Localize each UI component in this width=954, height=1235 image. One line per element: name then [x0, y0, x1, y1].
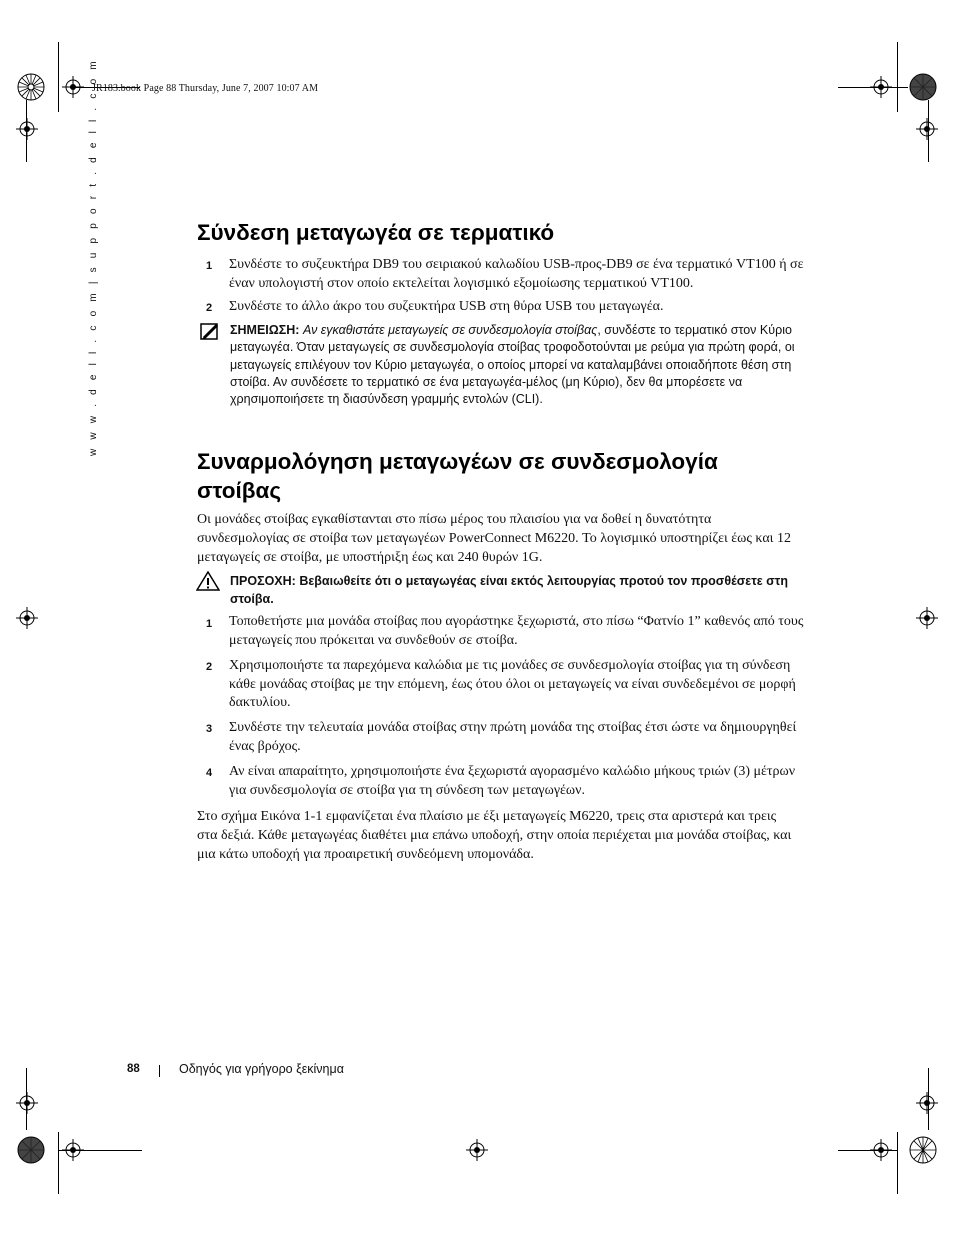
registration-mark-icon — [16, 1135, 46, 1165]
registration-mark-icon — [908, 1135, 938, 1165]
step-text: Συνδέστε την τελευταία μονάδα στοίβας στην πρώτη μονάδα της στοίβας έτσι ώστε να δημιουργηθεί ένας βρόχος. — [229, 720, 797, 754]
caution-triangle-icon — [196, 571, 220, 591]
step-number: 2 — [206, 661, 213, 673]
crosshair-target-icon — [870, 76, 892, 98]
note-italic: Αν εγκαθιστάτε μεταγωγείς σε συνδεσμολογία στοίβας — [302, 323, 598, 337]
crosshair-target-icon — [16, 118, 38, 140]
crop-mark — [58, 42, 59, 112]
crosshair-target-icon — [466, 1139, 488, 1161]
caution-block — [230, 573, 790, 608]
registration-mark-icon — [908, 72, 938, 102]
crosshair-target-icon — [62, 76, 84, 98]
crosshair-target-icon — [916, 607, 938, 629]
crop-mark — [897, 1132, 898, 1194]
step-text: Χρησιμοποιήστε τα παρεχόμενα καλώδια με τις μονάδες σε συνδεσμολογία στοίβας για τη σύνδεση κάθε μονάδας στοίβας με την επόμενη, έως ότου όλοι οι μεταγωγείς να είναι συνδεδεμένοι σε μορφή δακτυλίου. — [229, 658, 796, 710]
note-label: ΣΗΜΕΙΩΣΗ: — [230, 323, 300, 337]
side-url: w w w . d e l l . c o m | s u p p o r t . d e l l . c o m — [88, 58, 99, 456]
step-number: 1 — [206, 260, 213, 272]
step-text: Συνδέστε το συζευκτήρα DB9 του σειριακού καλωδίου USB-προς-DB9 σε ένα τερματικό VT100 ή σε έναν υπολογιστή στον οποίο εκτελείται λογισμικό εξομοίωσης τερματικού VT100. — [229, 257, 804, 291]
section-heading: Σύνδεση μεταγωγέα σε τερματικό — [197, 220, 555, 245]
crosshair-target-icon — [16, 1092, 38, 1114]
caution-label: ΠΡΟΣΟΧΗ: — [230, 574, 296, 588]
crop-mark — [58, 1132, 59, 1194]
crosshair-target-icon — [870, 1139, 892, 1161]
footer-title: Οδηγός για γρήγορο ξεκίνημα — [179, 1062, 344, 1076]
crosshair-target-icon — [916, 118, 938, 140]
file-header-info: JR183.book Page 88 Thursday, June 7, 2007 10:07 AM — [92, 83, 319, 94]
step-number: 3 — [206, 723, 213, 735]
closing-paragraph: Στο σχήμα Εικόνα 1-1 εμφανίζεται ένα πλαίσιο με έξι μεταγωγείς M6220, τρεις στα αριστερά και τρεις στα δεξιά. Κάθε μεταγωγέας διαθέτει μια επάνω υποδοχή, στην οποία περιέχεται μια μονάδα στοίβας, και μια κάτω υποδοχή για προαιρετική συνδεόμενη υπομονάδα. — [197, 809, 792, 862]
step-text: Αν είναι απαραίτητο, χρησιμοποιήστε ένα ξεχωριστά αγορασμένο καλώδιο μήκους τριών (3) μέτρων για συνδεσμολογία σε στοίβα για τη σύνδεση των μεταγωγέων. — [229, 764, 796, 798]
step-number: 4 — [206, 767, 213, 779]
note-text: , συνδέστε το τερματικό στον Κύριο μεταγωγέα. Όταν μεταγωγείς σε συνδεσμολογία στοίβας τροφοδοτούνται με ρεύμα για πρώτη φορά, οι μεταγωγείς επιλέγουν τον Κύριο μεταγωγέα, ο οποίος μπορεί να καταλαμβάνει οποιαδήποτε θέση στη στοίβα. Αν συνδέσετε το τερματικό σε ένα μεταγωγέα-μέλος (μη Κύριο), δεν θα μπορέσετε να χρησιμοποιήσετε τη διασύνδεση γραμμής εντολών (CLI). — [230, 323, 795, 407]
crosshair-target-icon — [62, 1139, 84, 1161]
footer-divider — [159, 1065, 160, 1077]
note-block — [230, 322, 815, 408]
step-number: 1 — [206, 618, 213, 630]
registration-mark-icon — [16, 72, 46, 102]
note-pencil-icon — [200, 323, 220, 341]
crosshair-target-icon — [16, 607, 38, 629]
crop-mark — [897, 42, 898, 112]
step-text: Τοποθετήστε μια μονάδα στοίβας που αγοράστηκε ξεχωριστά, στο πίσω “Φατνίο 1” καθενός από τους μεταγωγείς που πρόκειται να συνδεθούν σε στοίβα. — [229, 614, 804, 648]
crosshair-target-icon — [916, 1092, 938, 1114]
caution-text: Βεβαιωθείτε ότι ο μεταγωγέας είναι εκτός λειτουργίας προτού τον προσθέσετε στη στοίβα. — [230, 574, 788, 606]
section-heading-line2: στοίβας — [197, 478, 282, 503]
page-number: 88 — [127, 1063, 140, 1075]
intro-paragraph: Οι μονάδες στοίβας εγκαθίστανται στο πίσω μέρος του πλαισίου για να δοθεί η δυνατότητα συνδεσμολογίας σε στοίβα των μεταγωγέων PowerConnect M6220. Το λογισμικό υποστηρίζει έως και 12 μεταγωγείς σε στοίβα, με υποστήριξη έως και 240 θυρών 1G. — [197, 512, 791, 565]
step-number: 2 — [206, 302, 213, 314]
section-heading-line1: Συναρμολόγηση μεταγωγέων σε συνδεσμολογία — [197, 449, 718, 474]
step-text: Συνδέστε το άλλο άκρο του συζευκτήρα USB στη θύρα USB του μεταγωγέα. — [229, 299, 664, 314]
